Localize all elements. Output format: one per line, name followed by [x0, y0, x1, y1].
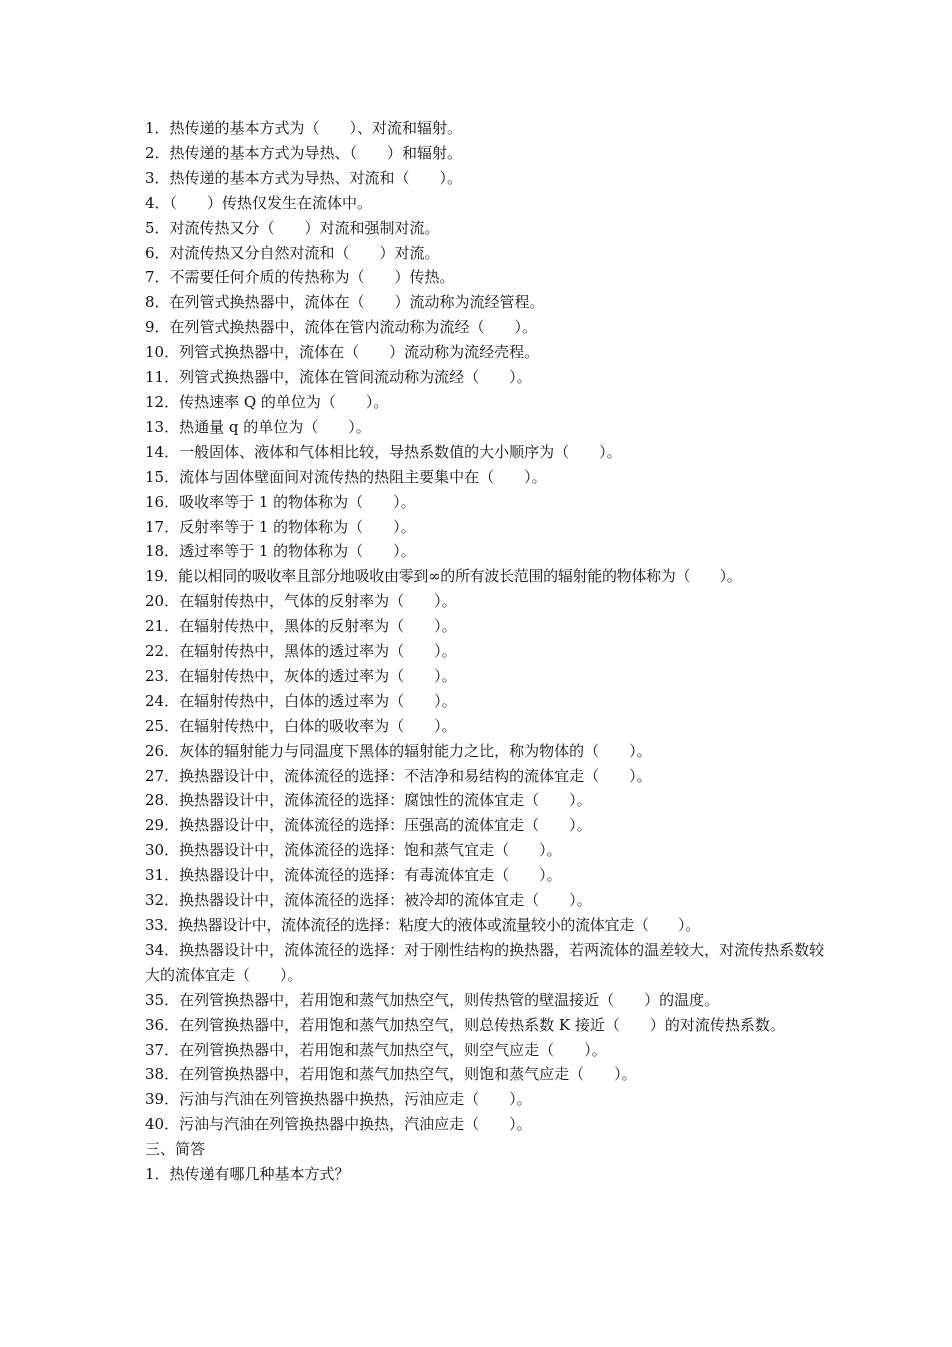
- question-line: 22．在辐射传热中，黑体的透过率为（ ）。: [145, 642, 457, 661]
- question-line: 2．热传递的基本方式为导热、（ ）和辐射。: [145, 143, 463, 162]
- question-line: 15．流体与固体壁面间对流传热的热阻主要集中在（ ）。: [145, 467, 547, 486]
- question-line: 21．在辐射传热中，黑体的反射率为（ ）。: [145, 617, 457, 636]
- question-line: 40．污油与汽油在列管换热器中换热，汽油应走（ ）。: [145, 1115, 532, 1134]
- question-line: 37．在列管换热器中，若用饱和蒸气加热空气，则空气应走（ ）。: [145, 1040, 607, 1059]
- question-line: 23．在辐射传热中，灰体的透过率为（ ）。: [145, 666, 457, 685]
- question-line: 29．换热器设计中，流体流径的选择：压强高的流体宜走（ ）。: [145, 816, 592, 835]
- question-line: 6．对流传热又分自然对流和（ ）对流。: [145, 243, 440, 262]
- question-line: 9．在列管式换热器中，流体在管内流动称为流经（ ）。: [145, 318, 538, 337]
- question-line: 33．换热器设计中，流体流径的选择：粘度大的液体或流量较小的流体宜走（ ）。: [145, 916, 700, 934]
- question-line: 20．在辐射传热中，气体的反射率为（ ）。: [145, 592, 457, 611]
- question-line: 17．反射率等于 1 的物体称为（ ）。: [145, 517, 416, 536]
- question-line: 25．在辐射传热中，白体的吸收率为（ ）。: [145, 716, 457, 735]
- question-line: 36．在列管换热器中，若用饱和蒸气加热空气，则总传热系数 K 接近（ ）的对流传热系数。: [145, 1015, 785, 1034]
- question-line: 30．换热器设计中，流体流径的选择：饱和蒸气宜走（ ）。: [145, 841, 562, 860]
- question-line: 4．（ ）传热仅发生在流体中。: [145, 193, 373, 212]
- question-line: 27．换热器设计中，流体流径的选择：不洁净和易结构的流体宜走（ ）。: [145, 766, 652, 785]
- question-line: 8．在列管式换热器中，流体在（ ）流动称为流经管程。: [145, 293, 545, 312]
- question-line: 14．一般固体、液体和气体相比较，导热系数值的大小顺序为（ ）。: [145, 442, 622, 461]
- document-body: [145, 116, 825, 1187]
- question-line: 24．在辐射传热中，白体的透过率为（ ）。: [145, 691, 457, 710]
- question-line: 38．在列管换热器中，若用饱和蒸气加热空气，则饱和蒸气应走（ ）。: [145, 1065, 637, 1084]
- question-line: 35．在列管换热器中，若用饱和蒸气加热空气，则传热管的壁温接近（ ）的温度。: [145, 990, 720, 1009]
- question-line: 32．换热器设计中，流体流径的选择：被冷却的流体宜走（ ）。: [145, 891, 592, 910]
- question-line: 34．换热器设计中，流体流径的选择：对于刚性结构的换热器，若两流体的温差较大，对流传热系数较大的流体宜走（ ）。: [145, 940, 825, 984]
- question-line: 11．列管式换热器中，流体在管间流动称为流经（ ）。: [145, 368, 532, 387]
- question-line: 12．传热速率 Q 的单位为（ ）。: [145, 392, 389, 411]
- question-line: 16．吸收率等于 1 的物体称为（ ）。: [145, 492, 416, 511]
- short-answer-question: 1．热传递有哪几种基本方式？: [145, 1165, 350, 1184]
- question-line: 3．热传递的基本方式为导热、对流和（ ）。: [145, 168, 463, 187]
- question-line: 19．能以相同的吸收率且部分地吸收由零到∞的所有波长范围的辐射能的物体称为（ ）。: [145, 567, 742, 586]
- question-line: 31．换热器设计中，流体流径的选择：有毒流体宜走（ ）。: [145, 866, 562, 885]
- question-line: 13．热通量 q 的单位为（ ）。: [145, 417, 371, 436]
- question-line: 28．换热器设计中，流体流径的选择：腐蚀性的流体宜走（ ）。: [145, 791, 592, 810]
- question-line: 1．热传递的基本方式为（ ）、对流和辐射。: [145, 119, 463, 137]
- question-line: 7．不需要任何介质的传热称为（ ）传热。: [145, 268, 455, 287]
- question-line: 26．灰体的辐射能力与同温度下黑体的辐射能力之比，称为物体的（ ）。: [145, 741, 652, 760]
- question-line: 39．污油与汽油在列管换热器中换热，污油应走（ ）。: [145, 1090, 532, 1109]
- question-line: 18．透过率等于 1 的物体称为（ ）。: [145, 542, 416, 561]
- question-line: 5．对流传热又分（ ）对流和强制对流。: [145, 218, 440, 237]
- question-line: 10．列管式换热器中，流体在（ ）流动称为流经壳程。: [145, 343, 540, 362]
- section-heading: 三、简答: [145, 1140, 206, 1159]
